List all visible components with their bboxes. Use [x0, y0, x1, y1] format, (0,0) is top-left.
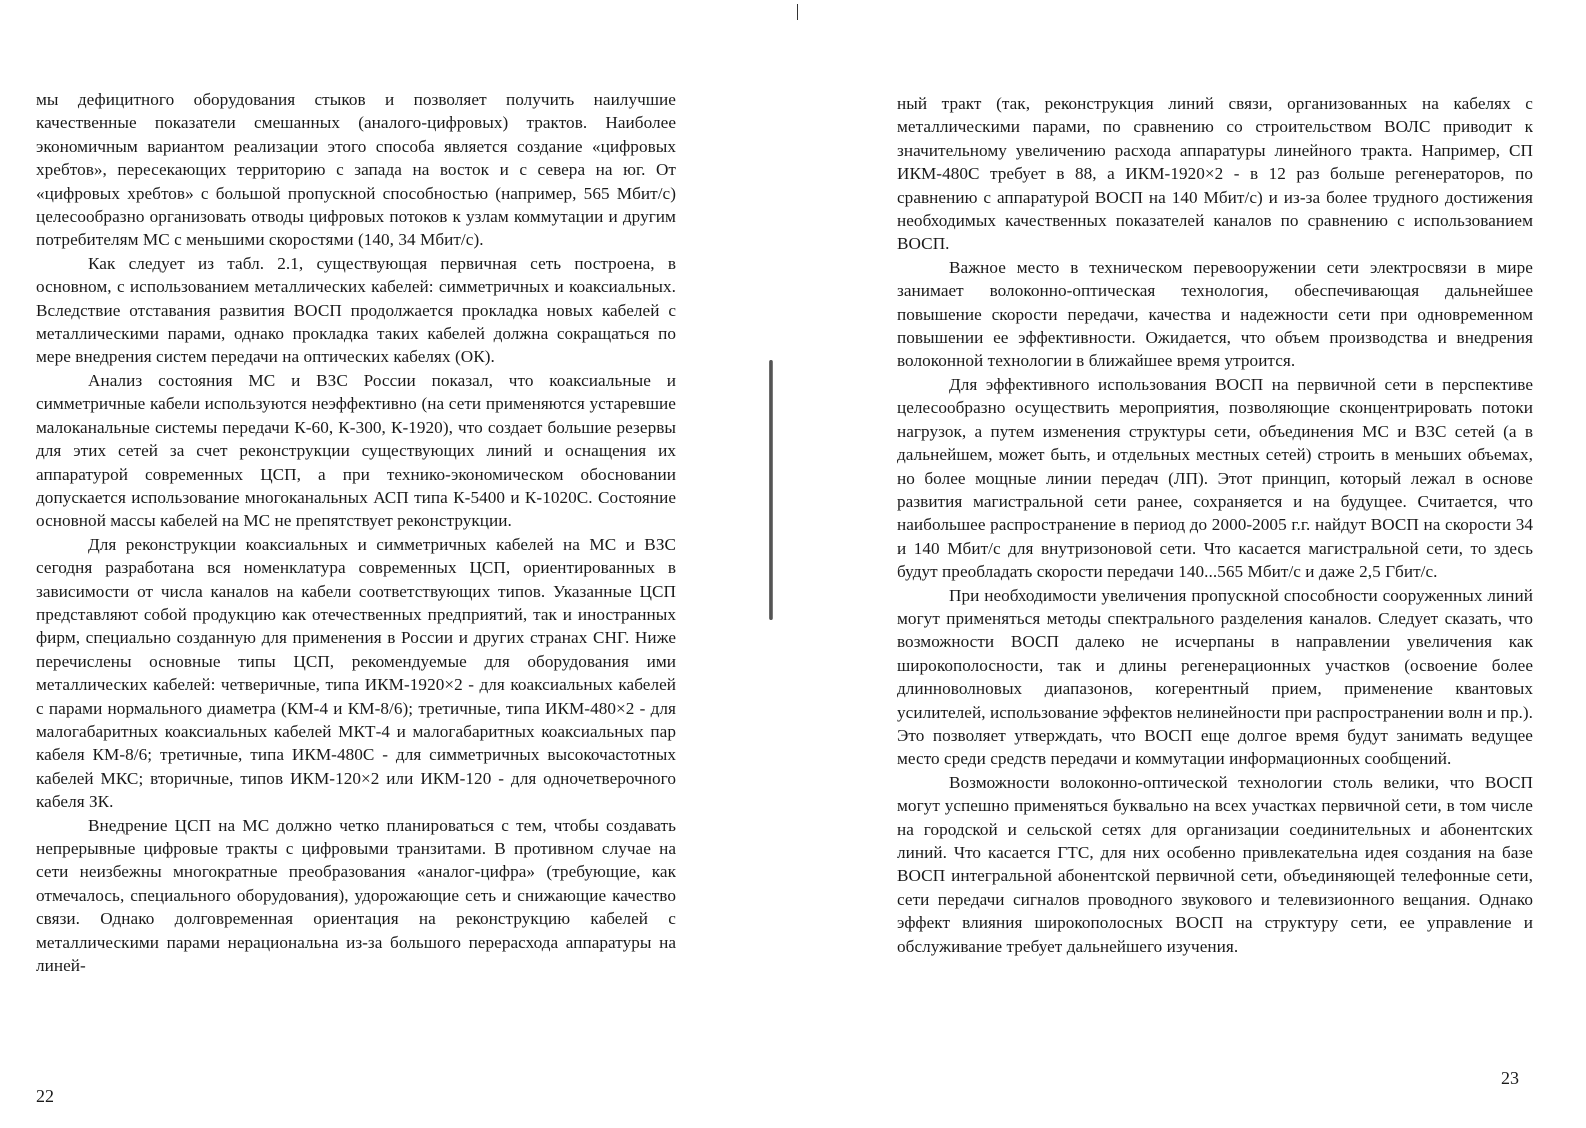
right-page: [793, 0, 1586, 1128]
left-paragraph-2: Как следует из табл. 2.1, существующая первичная сеть построена, в основном, с использованием металлических кабелей: симметричных и коаксиальных. Вследствие отставания развития ВОСП продолжается прокладка новых кабелей с металлическими парами, однако прокладка таких кабелей должна сокращаться по мере внедрения систем передачи на оптических кабелях (ОК).: [36, 253, 676, 367]
left-paragraph-1: мы дефицитного оборудования стыков и позволяет получить наилучшие качественные показатели смешанных (аналого-цифровых) трактов. Наиболее экономичным вариантом реализации этого способа является создание «цифровых хребтов», пересекающих территорию с запада на восток и с севера на юг. От «цифровых хребтов» с большой пропускной способностью (например, 565 Мбит/с) целесообразно организовать отводы цифровых потоков к узлам коммутации и другим потребителям МС с меньшими скоростями (140, 34 Мбит/с).: [36, 90, 676, 250]
left-page-text: [36, 88, 676, 977]
right-paragraph-4: При необходимости увеличения пропускной способности сооруженных линий могут применяться методы спектрального разделения каналов. Следует сказать, что возможности ВОСП далеко не исчерпаны в направлении увеличения как широкополосности, так и длины регенерационных участков (освоение более длинноволновых диапазонов, когерентный прием, применение квантовых усилителей, использование эффектов нелинейности при распространении волн и пр.). Это позволяет утверждать, что ВОСП еще долгое время будут занимать ведущее место среди средств передачи и коммутации информационных сообщений.: [897, 585, 1533, 769]
right-paragraph-3: Для эффективного использования ВОСП на первичной сети в перспективе целесообразно осуществить мероприятия, позволяющие сконцентрировать потоки нагрузок, а путем изменения структуры сети, объединения МС и ВЗС сетей (а в дальнейшем, может быть, и отдельных местных сетей) строить в меньших объемах, но более мощные линии передач (ЛП). Этот принцип, который лежал в основе развития магистральной сети ранее, сохраняется и на будущее. Считается, что наибольшее распространение в период до 2000-2005 г.г. найдут ВОСП на скорости 34 и 140 Мбит/с для внутризоновой сети. Что касается магистральной сети, то здесь будут преобладать скорости передачи 140...565 Мбит/с и даже 2,5 Гбит/с.: [897, 374, 1533, 582]
left-paragraph-3: Анализ состояния МС и ВЗС России показал, что коаксиальные и симметричные кабели используются неэффективно (на сети применяются устаревшие малоканальные системы передачи К-60, К-300, К-1920), что создает большие резервы для этих сетей за счет реконструкции существующих линий и оснащения их аппаратурой современных ЦСП, а при технико-экономическом обосновании допускается использование многоканальных АСП типа К-5400 и К-1020С. Состояние основной массы кабелей на МС не препятствует реконструкции.: [36, 370, 676, 531]
left-paragraph-4: Для реконструкции коаксиальных и симметричных кабелей на МС и ВЗС сегодня разработана вся номенклатура современных ЦСП, ориентированных в зависимости от числа каналов на кабели соответствующих типов. Указанные ЦСП представляют собой продукцию как отечественных предприятий, так и иностранных фирм, специально созданную для применения в России и других странах СНГ. Ниже перечислены основные типы ЦСП, рекомендуемые для оборудования ими металлических кабелей: четверичные, типа ИКМ-1920×2 - для коаксиальных кабелей с парами нормального диаметра (КМ-4 и КМ-8/6); третичные, типа ИКМ-480×2 - для малогабаритных коаксиальных кабелей МКТ-4 и малогабаритных коаксиальных пар кабеля КМ-8/6; третичные, типа ИКМ-480С - для симметричных высокочастотных кабелей МКС; вторичные, типов ИКМ-120×2 или ИКМ-120 - для одночетверочного кабеля ЗК.: [36, 534, 676, 812]
right-page-number: 23: [1501, 1068, 1519, 1088]
left-paragraph-5: Внедрение ЦСП на МС должно четко планироваться с тем, чтобы создавать непрерывные цифровые тракты с цифровыми транзитами. В противном случае на сети неизбежны многократные преобразования «аналог-цифра» (требующие, как отмечалось, специального оборудования), удорожающие сеть и снижающие качество связи. Однако долговременная ориентация на реконструкцию кабелей с металлическими парами нерациональна из-за большого перерасхода аппаратуры на линей-: [36, 815, 676, 976]
right-page-text: [897, 92, 1533, 958]
right-paragraph-1: ный тракт (так, реконструкция линий связи, организованных на кабелях с металлическими парами, по сравнению со строительством ВОЛС приводит к значительному увеличению расхода аппаратуры линейного тракта. Например, СП ИКМ-480С требует в 88, а ИКМ-1920×2 - в 12 раз больше регенераторов, по сравнению с аппаратурой ВОСП на 140 Мбит/с) и из-за более трудного достижения необходимых качественных показателей каналов по сравнению с использованием ВОСП.: [897, 94, 1533, 254]
left-page-number: 22: [36, 1086, 54, 1106]
right-paragraph-5: Возможности волоконно-оптической технологии столь велики, что ВОСП могут успешно применяться буквально на всех участках первичной сети, в том числе на городской и сельской сетях для организации соединительных и абонентских линий. Что касается ГТС, для них особенно привлекательна идея создания на базе ВОСП интегральной абонентской первичной сети, объединяющей телефонные сети, сети передачи сигналов проводного звукового и телевизионного вещания. Однако эффект влияния широкополосных ВОСП на структуру сети, ее управление и обслуживание требует дальнейшего изучения.: [897, 772, 1533, 956]
right-paragraph-2: Важное место в техническом перевооружении сети электросвязи в мире занимает волоконно-оптическая технология, обеспечивающая дальнейшее повышение скорости передачи, качества и надежности сети при одновременном повышении ее эффективности. Ожидается, что объем производства и внедрения волоконной технологии в ближайшее время утроится.: [897, 257, 1533, 371]
